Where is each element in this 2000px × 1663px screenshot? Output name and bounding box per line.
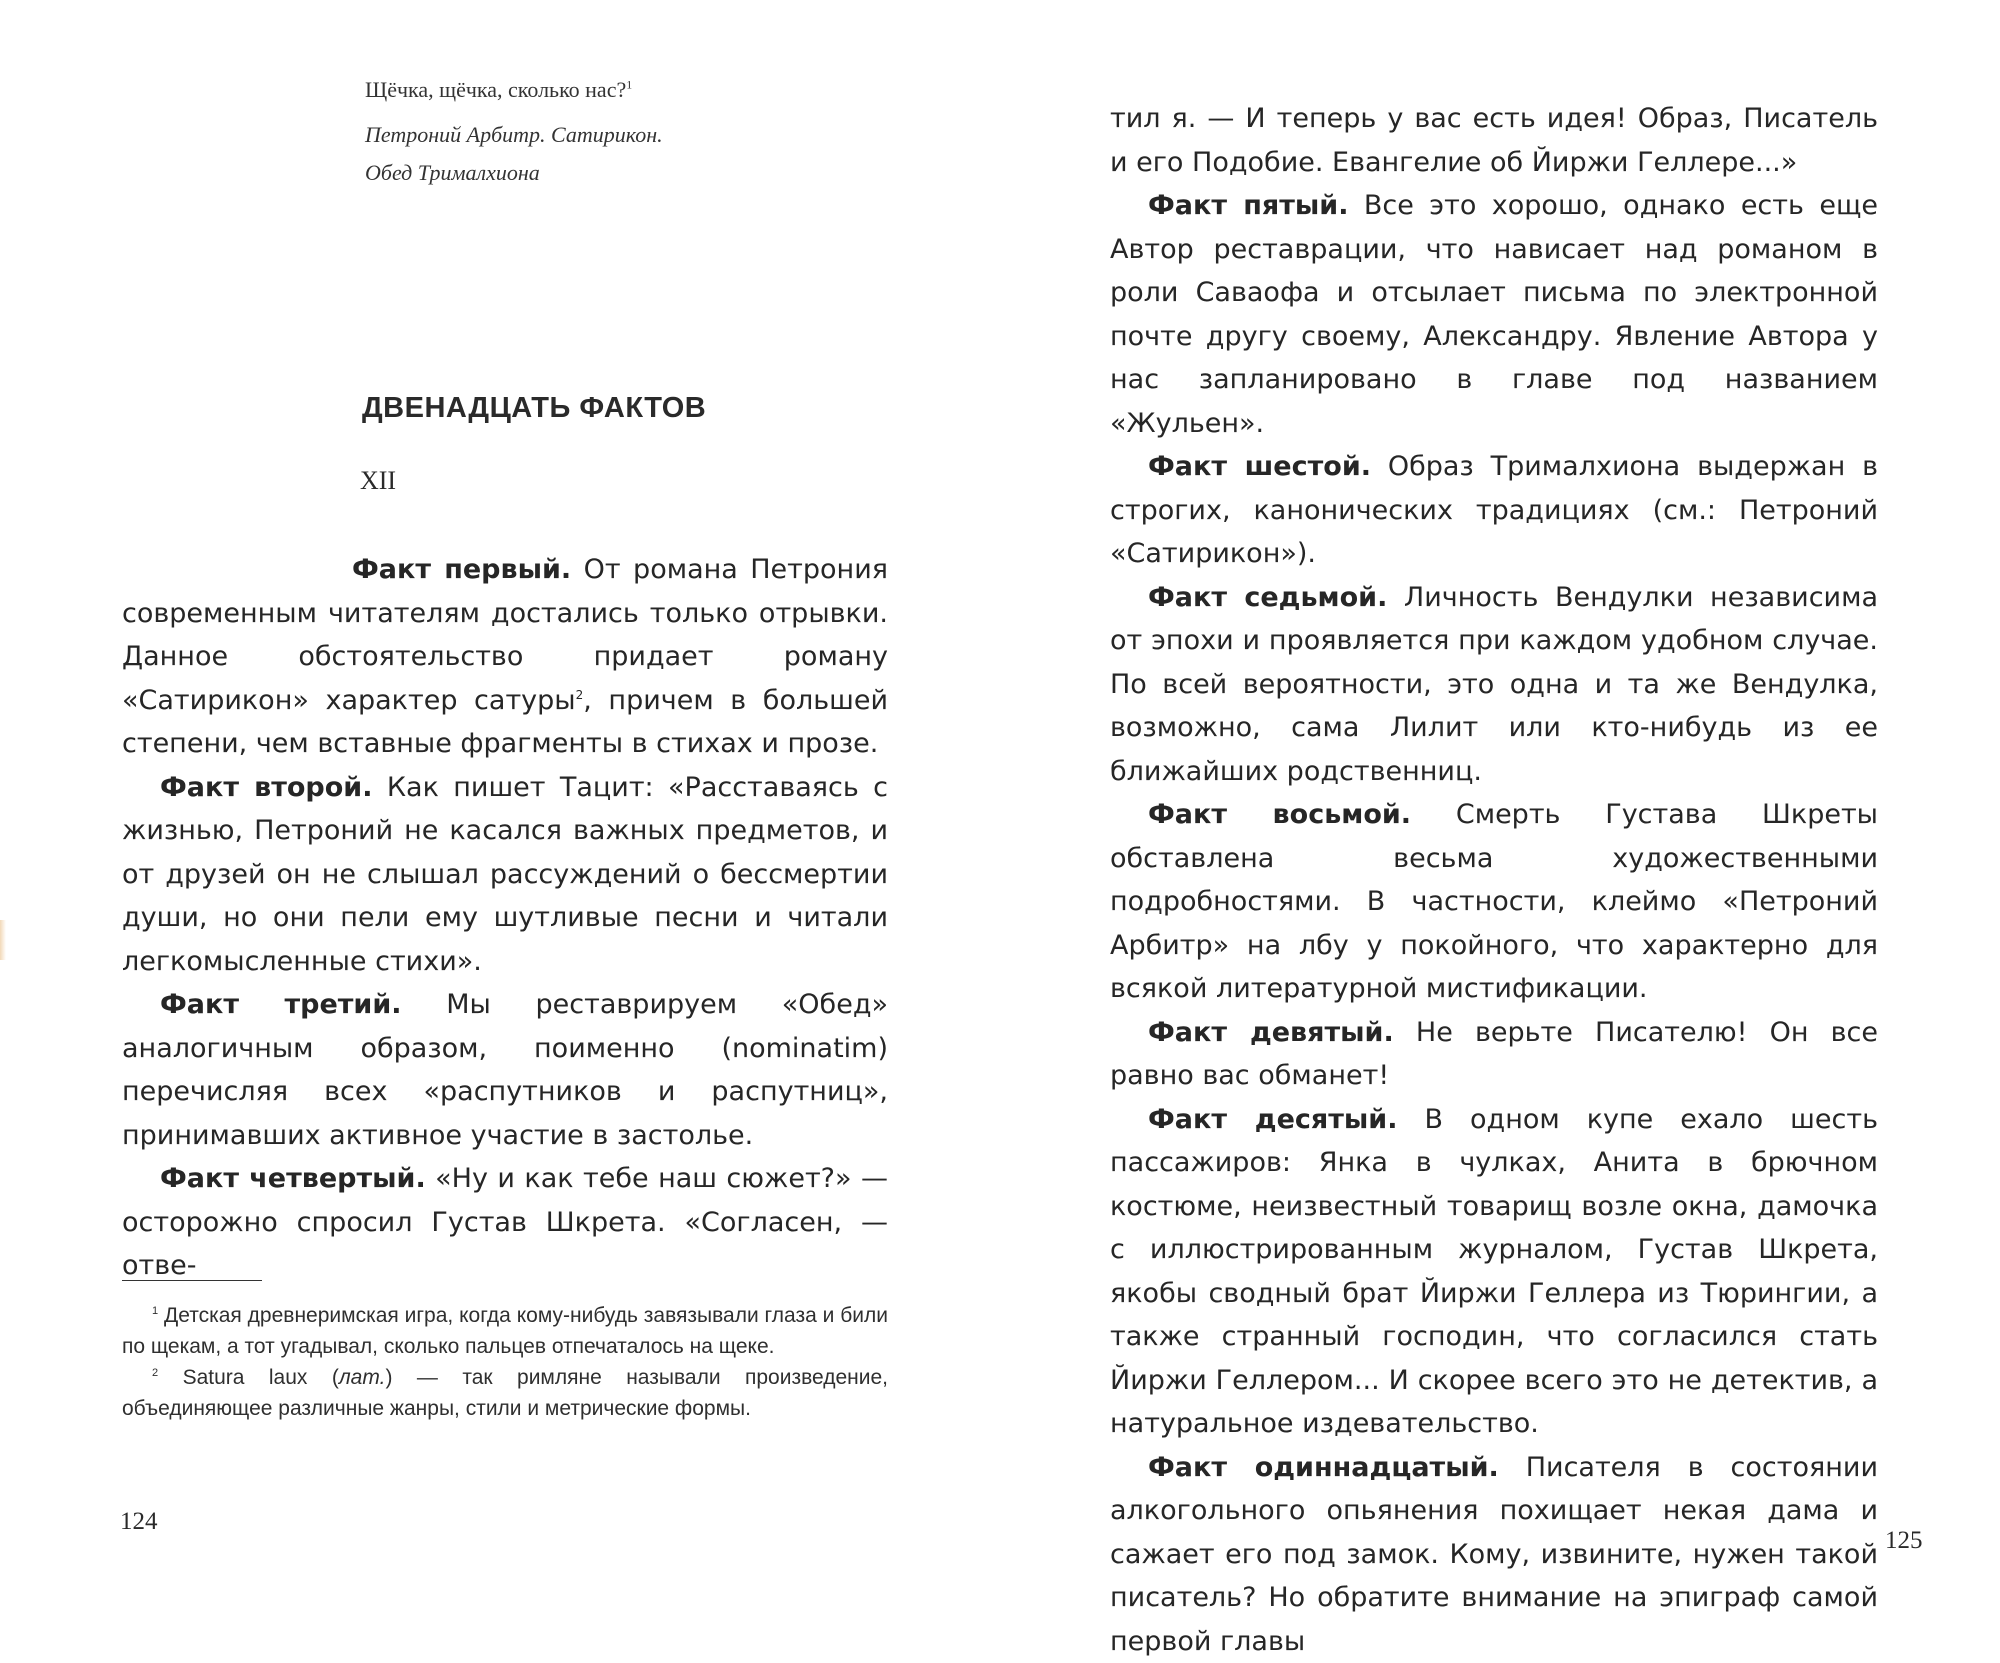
paragraph: тил я. — И теперь у вас есть идея! Образ, Писатель и его Подобие. Евангелие об Йиржи Геллере...» [1110,97,1878,184]
paragraph: Факт шестой. Образ Трималхиона выдержан в строгих, канонических традициях (см.: Петроний «Сатирикон»). [1110,445,1878,576]
paragraph: Факт седьмой. Личность Вендулки независима от эпохи и проявляется при каждом удобном случае. По всей вероятности, это одна и та же Вендулка, возможно, сама Лилит или кто-нибудь из ее ближайших родственниц. [1110,576,1878,794]
paragraph: Факт восьмой. Смерть Густава Шкреты обставлена весьма художественными подробностями. В частности, клеймо «Петроний Арбитр» на лбу у покойного, что характерно для всякой литературной мистификации. [1110,793,1878,1011]
paragraph: Факт одиннадцатый. Писателя в состоянии алкогольного опьянения похищает некая дама и сажает его под замок. Кому, извините, нужен такой писатель? Но обратите внимание на эпиграф самой первой главы [1110,1446,1878,1663]
fact-label: Факт пятый. [1148,190,1348,221]
fact-label: Факт восьмой. [1148,799,1411,830]
paragraph: Факт первый. От романа Петрония современным читателям достались только отрывки. Данное обстоятельство придает роману «Сатирикон» характер сатуры$^2$, причем в большей степени, чем вставные фрагменты в стихах и прозе. [122,548,888,766]
paragraph: Факт четвертый. «Ну и как тебе наш сюжет?» — осторожно спросил Густав Шкрета. «Согласен, — отве- [122,1157,888,1288]
page-edge-shadow [0,920,6,960]
footnote: $^1$ Детская древнеримская игра, когда кому-нибудь завязывали глаза и били по щекам, а тот угадывал, сколько пальцев отпечаталось на щеке. [122,1300,888,1362]
footnote-ref: 2 [576,688,584,702]
fact-label: Факт второй. [160,772,373,803]
left-page [0,0,1000,1622]
fact-label: Факт одиннадцатый. [1148,1452,1499,1483]
epigraph-source-line: Петроний Арбитр. Сатирикон. [365,122,663,147]
fact-label: Факт десятый. [1148,1104,1397,1135]
fact-label: Факт шестой. [1148,451,1371,482]
left-body-text [122,548,888,1288]
epigraph [365,72,925,192]
right-body-text [1110,97,1878,1663]
page-number: 124 [120,1508,158,1536]
paragraph: Факт десятый. В одном купе ехало шесть пассажиров: Янка в чулках, Анита в брючном костюме, неизвестный товарищ возле окна, дамочка с иллюстрированным журналом, Густав Шкрета, якобы сводный брат Йиржи Геллера из Тюрингии, а также странный господин, что согласился стать Йиржи Геллером... И скорее всего это не детектив, а натуральное издевательство. [1110,1098,1878,1446]
epigraph-source [365,116,785,192]
page-number: 125 [1885,1527,1923,1555]
paragraph: Факт девятый. Не верьте Писателю! Он все равно вас обманет! [1110,1011,1878,1098]
fact-label: Факт третий. [160,989,402,1020]
fact-label: Факт девятый. [1148,1017,1394,1048]
footnote-divider [122,1280,262,1281]
footnote-ref: 1 [626,78,632,92]
footnote: $^2$ Satura laux (лат.) — так римляне называли произведение, объединяющее различные жанры, стили и метрические формы. [122,1362,888,1424]
epigraph-source-line: Обед Трималхиона [365,160,540,185]
epigraph-quote: Щёчка, щёчка, сколько нас?$^1$ [365,72,925,108]
paragraph: Факт пятый. Все это хорошо, однако есть еще Автор реставрации, что нависает над романом в роли Саваофа и отсылает письма по электронной почте другу своему, Александру. Явление Автора у нас запланировано в главе под названием «Жульен». [1110,184,1878,445]
chapter-title: ДВЕНАДЦАТЬ ФАКТОВ [362,392,706,425]
footnotes [122,1300,888,1424]
paragraph: Факт второй. Как пишет Тацит: «Расставаясь с жизнью, Петроний не касался важных предметов, и от друзей он не слышал рассуждений о бессмертии души, но они пели ему шутливые песни и читали легкомысленные стихи». [122,766,888,984]
fact-label: Факт четвертый. [160,1163,426,1194]
paragraph: Факт третий. Мы реставрируем «Обед» аналогичным образом, поименно (nominatim) перечисляя всех «распутников и распутниц», принимавших активное участие в застолье. [122,983,888,1157]
fact-label: Факт первый. [352,554,571,585]
chapter-number: XII [360,466,396,496]
right-page [1000,0,2000,1622]
fact-label: Факт седьмой. [1148,582,1387,613]
